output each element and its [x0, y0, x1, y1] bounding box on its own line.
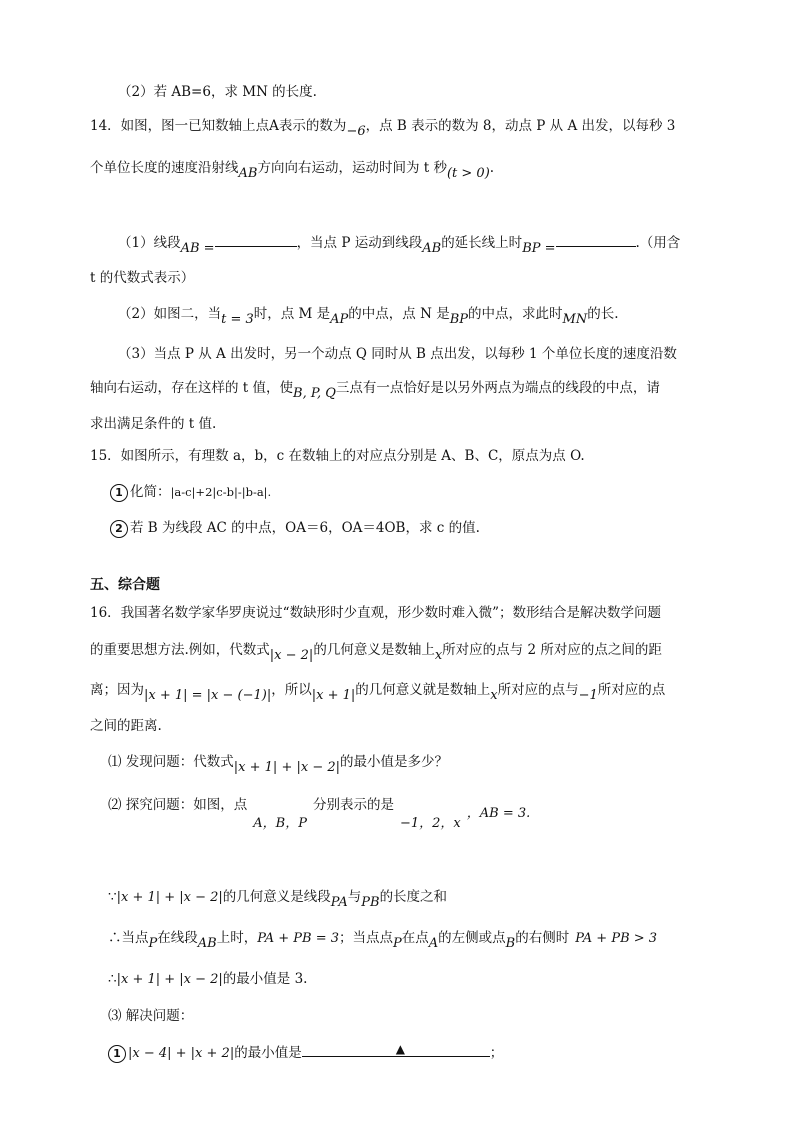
text: 方向向右运动，运动时间为 t 秒: [257, 160, 447, 176]
q16-line3: [90, 680, 665, 701]
text: ；: [489, 1045, 504, 1061]
math-neg1: −1: [578, 688, 598, 703]
math-abp: A，B，P: [253, 816, 307, 831]
circled-number: 1: [110, 484, 128, 502]
text: 离；因为: [90, 682, 144, 698]
text: ∴: [108, 971, 117, 987]
math-mn: MN: [562, 312, 588, 327]
math-pb: PB: [361, 895, 380, 910]
math-sum-expr: |x + 1| + |x − 2|: [116, 890, 223, 905]
q14-part3-line2: [90, 378, 660, 399]
answer-blank-bp[interactable]: [556, 232, 636, 247]
q16-line1: 16．我国著名数学家华罗庚说过“数缺形时少直观，形少数时难入微”；数形结合是解决数学问题: [90, 605, 661, 621]
text: 的延长线上时: [441, 235, 523, 251]
q15-stem: 15．如图所示，有理数 a，b，c 在数轴上的对应点分别是 A、B、C，原点为点 O.: [90, 448, 585, 464]
q15-item2: [110, 518, 480, 538]
math-ab: AB: [238, 166, 258, 181]
q16-step2: [108, 795, 531, 831]
math-ab-eq: AB =: [180, 241, 215, 256]
math-sol1-expr: |x − 4| + |x + 2|: [128, 1046, 235, 1061]
text: 的最小值是: [234, 1045, 302, 1061]
text: .: [489, 160, 495, 176]
text: 的右侧时: [515, 930, 570, 946]
math-ab: AB: [197, 936, 217, 951]
q16-line2: [90, 640, 662, 661]
q14-part1-cont: t 的代数式表示）: [90, 270, 195, 286]
math-value-a: −6: [346, 124, 366, 139]
text: 的几何意义是数轴上: [313, 642, 435, 658]
math-x: x: [434, 648, 443, 663]
text: 时，点 M 是: [253, 306, 331, 322]
text: 14．如图，图一已知数轴上点A表示的数为: [90, 118, 347, 134]
text: 所对应的点与: [497, 682, 579, 698]
text: 在线段: [157, 930, 198, 946]
math-abs-x1: |x + 1|: [311, 688, 356, 703]
text: 在点: [401, 930, 429, 946]
text: ；当点点: [339, 930, 394, 946]
text: （2）如图二，当: [118, 306, 222, 322]
text: 的重要思想方法.例如，代数式: [90, 642, 270, 658]
math-a: A: [428, 936, 439, 951]
math-t3: t = 3: [221, 312, 254, 327]
math-ab: AB: [422, 241, 442, 256]
text: ∵: [108, 889, 117, 905]
text: 三点有一点恰好是以另外两点为端点的线段的中点，请: [335, 380, 660, 396]
q14-line2: [90, 158, 494, 179]
text: ，当点 P 运动到线段: [296, 235, 423, 251]
math-ab-3: ，AB = 3.: [466, 806, 531, 821]
q14-part2: [118, 304, 619, 325]
math-t-condition: (t > 0): [446, 166, 490, 181]
text: 分别表示的是: [313, 797, 394, 813]
q14-part3-line3: 求出满足条件的 t 值.: [90, 416, 217, 432]
math-pa-pb-gt: PA + PB > 3: [575, 931, 658, 946]
text: 的中点，求此时: [468, 306, 563, 322]
text: 个单位长度的速度沿射线: [90, 160, 239, 176]
text: 的中点，点 N 是: [348, 306, 450, 322]
math-abs-x2: |x − 2|: [269, 648, 314, 663]
answer-blank-ab[interactable]: [215, 232, 297, 247]
text: 的长.: [587, 306, 619, 322]
q16-solve1: [108, 1042, 503, 1064]
text: 若 B 为线段 AC 的中点，OA＝6，OA＝4OB，求 c 的值.: [130, 520, 480, 536]
q16-therefore1: [108, 928, 657, 949]
text: 与: [347, 889, 362, 905]
q14-line1: [90, 116, 675, 137]
text: 轴向右运动，存在这样的 t 值，使: [90, 380, 294, 396]
q15-item1: [110, 482, 271, 502]
math-values: −1，2，x: [400, 816, 461, 831]
circled-number: 2: [110, 520, 128, 538]
q16-therefore2: [108, 969, 307, 990]
math-pa-pb-3: PA + PB = 3: [257, 931, 340, 946]
text: .（用含: [635, 235, 681, 251]
expression: |a-c|+2|c-b|-|b-a|.: [170, 485, 272, 499]
math-pa: PA: [330, 895, 348, 910]
text: 的最小值是 3.: [222, 971, 308, 987]
section-heading: 五、综合题: [90, 577, 160, 593]
math-p: P: [148, 936, 158, 951]
triangle-mark: ▲: [395, 1042, 405, 1056]
text: ，所以: [271, 682, 312, 698]
q16-because: [108, 887, 447, 908]
q16-step1: [108, 752, 448, 773]
text: ∴当点: [108, 930, 149, 946]
text: ⑴ 发现问题：代数式: [108, 754, 234, 770]
math-ap: AP: [330, 312, 349, 327]
text: 所对应的点与 2 所对应的点之间的距: [442, 642, 662, 658]
circled-number: 1: [108, 1045, 126, 1063]
text: （1）线段: [118, 235, 181, 251]
math-sum-expr: |x + 1| + |x − 2|: [233, 760, 340, 775]
text: 的左侧或点: [438, 930, 506, 946]
q14-part3: （3）当点 P 从 A 出发时，另一个动点 Q 同时从 B 点出发，以每秒 1 个单位长度的速度沿数: [118, 346, 677, 362]
q16-line4: 之间的距离.: [90, 718, 162, 734]
q14-part1: [118, 232, 680, 254]
text: 的长度之和: [379, 889, 448, 905]
answer-blank-min[interactable]: [302, 1042, 490, 1057]
math-bpq: B, P, Q: [293, 386, 336, 401]
math-eq1: |x + 1| = |x − (−1)|: [144, 688, 272, 703]
text: 化简：: [130, 484, 171, 500]
text: ⑵ 探究问题：如图，点: [108, 797, 248, 813]
math-p: P: [393, 936, 402, 951]
math-bp: BP: [449, 312, 469, 327]
text: 上时，: [216, 930, 258, 946]
q13-part2: （2）若 AB=6，求 MN 的长度.: [118, 84, 317, 100]
math-b: B: [505, 936, 516, 951]
text: 的几何意义就是数轴上: [355, 682, 491, 698]
text: 的最小值是多少？: [340, 754, 448, 770]
q16-step3: ⑶ 解决问题：: [108, 1008, 194, 1024]
text: 的几何意义是线段: [222, 889, 331, 905]
math-x: x: [490, 688, 498, 703]
text: 所对应的点: [597, 682, 666, 698]
text: ，点 B 表示的数为 8，动点 P 从 A 出发，以每秒 3: [365, 118, 676, 134]
math-sum-expr: |x + 1| + |x − 2|: [116, 972, 223, 987]
math-bp-eq: BP =: [522, 241, 556, 256]
